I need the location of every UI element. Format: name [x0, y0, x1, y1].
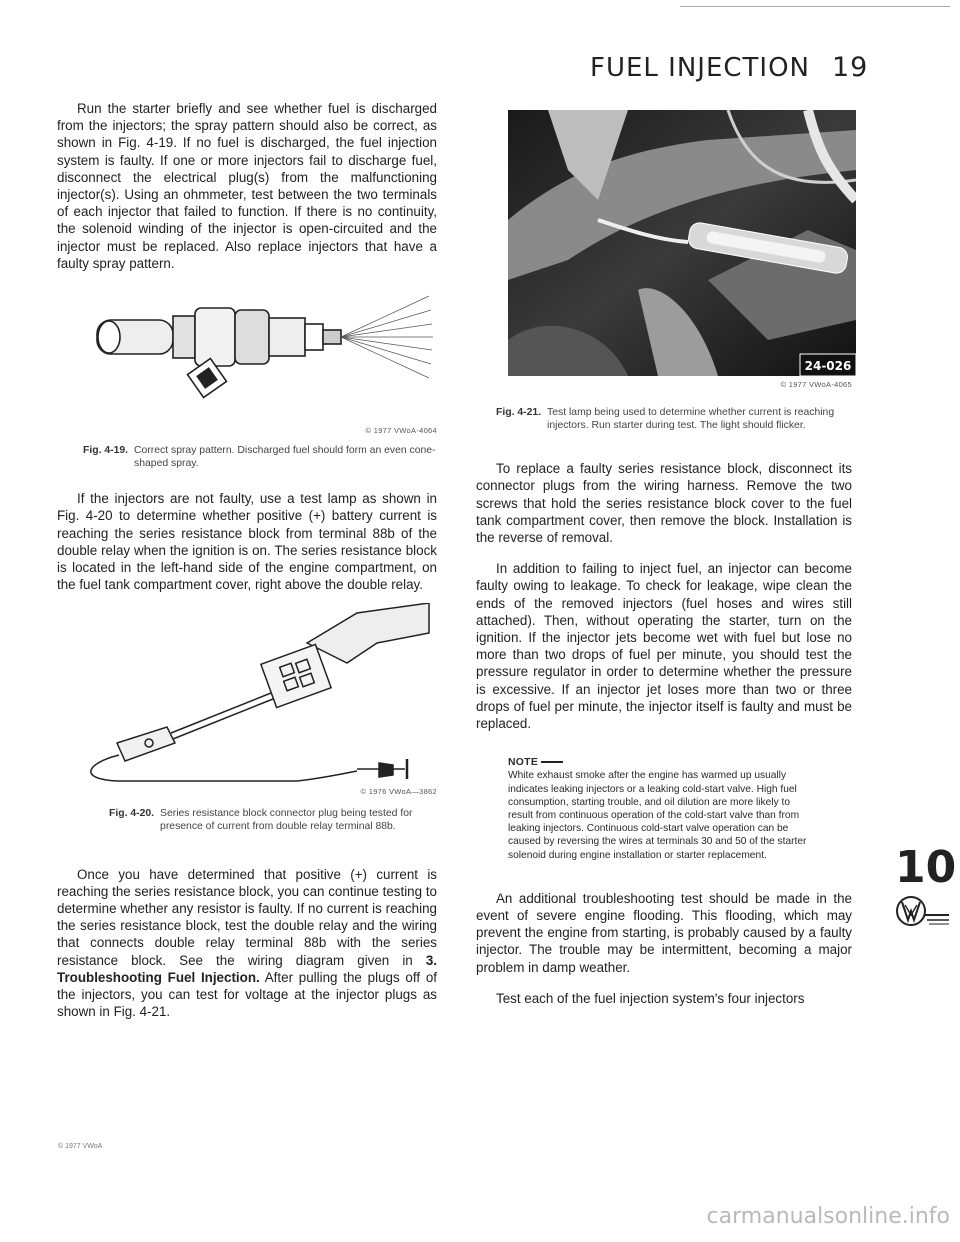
figure-4-21-photo [508, 110, 856, 376]
page-number: 19 [832, 52, 869, 83]
injector-spray-illustration [57, 292, 437, 420]
figure-label: Fig. 4-19. [83, 445, 129, 457]
footer-credit: © 1977 VWoA [58, 1143, 103, 1150]
figure-caption [496, 407, 852, 432]
paragraph: If the injectors are not faulty, use a test lamp as shown in Fig. 4-20 to determine whether positive (+) battery current is reaching the series resistance block from terminal 88b of the double relay when the ignition is on. The series resistance block is located in the left-hand side of the engine compartment, on the fuel tank compartment cover, right above the double relay. [57, 491, 437, 593]
top-rule [680, 6, 950, 7]
section-tab-number: 10 [895, 842, 957, 893]
figure-credit: © 1976 VWoA—3862 [360, 787, 437, 797]
figure-label: Fig. 4-21. [496, 407, 542, 418]
figure-caption [109, 808, 437, 833]
watermark: carmanualsonline.info [706, 1204, 950, 1229]
figure-credit: © 1977 VWoA-4065 [780, 380, 852, 389]
paragraph: Once you have determined that positive (+) current is reaching the series resistance block, you can continue testing to determine whether any resistor is faulty. If no current is reaching the series resistance block, test the double relay and the wiring that connects double relay terminal 88b with the series resistance block. See the wiring diagram given in 3. Troubleshooting Fuel Injection. After pulling the plugs off of the injectors, you can test for voltage at the injector plugs as shown in Fig. 4-21. [57, 866, 438, 1020]
figure-label: Fig. 4-20. [109, 808, 155, 820]
page-header [590, 52, 890, 83]
note-text: White exhaust smoke after the engine has warmed up usually indicates leaking injectors or a leaking cold-start valve. High fuel consumption, starting trouble, and oil dilution are more likely to result from continuous operation of the cold-start valve than from leaking injectors. Continuous cold-start valve operation can be caused by reversing the wires at terminals 30 and 50 of the starter solenoid during engine installation or starter replacement. [508, 770, 807, 861]
figure-caption-text: Test lamp being used to determine whether current is reaching injectors. Run starter during test. The light should flicker. [547, 407, 835, 431]
figure-4-20 [57, 603, 437, 783]
paragraph: To replace a faulty series resistance block, disconnect its connector plugs from the wiring harness. Remove the two screws that hold the series resistance block cover to the fuel tank compartment cover, then remove the block. Installation is the reverse of removal. [476, 461, 852, 545]
cross-reference: 3. Troubleshooting Fuel Injection. [57, 952, 437, 985]
figure-credit: © 1977 VWoA-4064 [365, 426, 437, 436]
note-title: NOTE [508, 756, 808, 769]
figure-4-19 [57, 292, 437, 420]
paragraph: Run the starter briefly and see whether fuel is discharged from the injectors; the spray pattern should also be correct, as shown in Fig. 4-19. If no fuel is discharged, the fuel injection system is faulty. If one or more injectors fail to discharge fuel, disconnect the electrical plug(s) from the malfunctioning injector(s). Using an ohmmeter, test between the two terminals of each injector that failed to function. If there is no continuity, the solenoid winding of the injector is open-circuited and the injector must be replaced. Also replace injectors that have a faulty spray pattern. [57, 101, 437, 271]
connector-test-illustration [57, 603, 437, 783]
vw-logo-icon [895, 893, 951, 929]
paragraph: In addition to failing to inject fuel, an injector can become faulty owing to leakage. To check for leakage, wipe clean the ends of the removed injectors (fuel hoses and wires still attached). Then, without operating the starter, turn on the ignition. If the injector jets become wet with fuel but lose no more than two drops of fuel per minute, you should test the pressure regulator in order to determine whether the pressure is excessive. If an injector jet loses more than two or three drops of fuel per minute, the injector itself is faulty and must be replaced. [476, 561, 852, 732]
section-title: FUEL INJECTION [590, 53, 810, 83]
section-tab [895, 842, 955, 934]
left-column [57, 100, 437, 1020]
note-box [508, 756, 808, 862]
photo-number: 24-026 [804, 359, 852, 373]
figure-caption-text: Correct spray pattern. Discharged fuel should form an even cone-shaped spray. [134, 445, 436, 469]
right-column [476, 110, 852, 1007]
paragraph: Test each of the fuel injection system's four injectors [496, 990, 805, 1006]
test-lamp-photo [508, 110, 856, 376]
figure-caption-text: Series resistance block connector plug being tested for presence of current from double relay terminal 88b. [160, 808, 413, 833]
figure-caption [83, 445, 437, 470]
paragraph: An additional troubleshooting test should be made in the event of severe engine flooding. This flooding, which may prevent the engine from starting, is probably caused by a faulty injector. The trouble may be intermittent, becoming a major problem in damp weather. [476, 890, 852, 975]
